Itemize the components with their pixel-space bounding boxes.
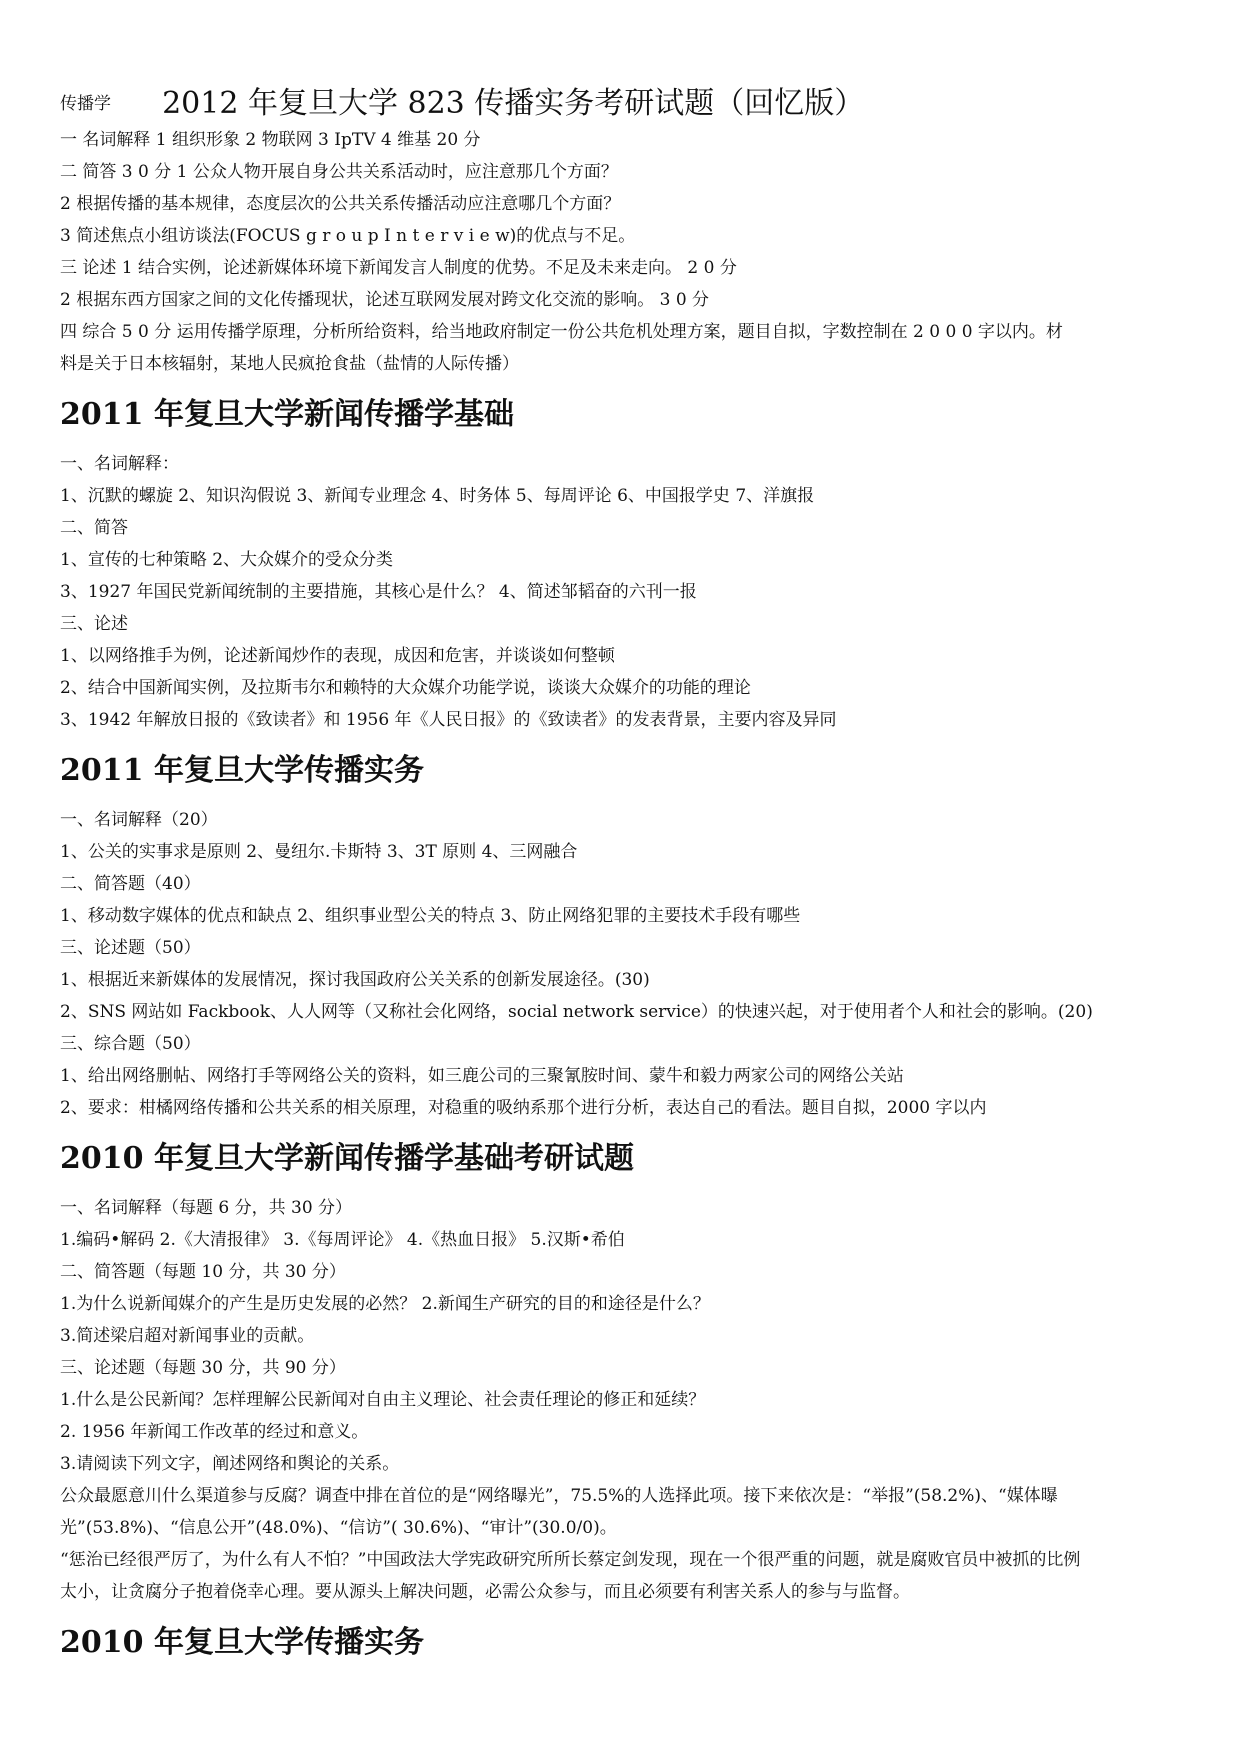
text-line: 三、论述: [60, 614, 128, 634]
text-line: 三 论述 1 结合实例，论述新媒体环境下新闻发言人制度的优势。不足及未来走向。 2 0 分: [60, 258, 737, 278]
section-heading: 2011 年复旦大学传播实务: [60, 753, 424, 788]
text-line: 3 简述焦点小组访谈法(FOCUS g r o u p I n t e r v i e w)的优点与不足。: [60, 226, 636, 246]
text-line: 四 综合 5 0 分 运用传播学原理，分析所给资料，给当地政府制定一份公共危机处理方案，题目自拟，字数控制在 2 0 0 0 字以内。材: [60, 322, 1063, 342]
text-line: 一、名词解释：: [60, 454, 179, 474]
text-line: 三、论述题（每题 30 分，共 90 分）: [60, 1358, 346, 1378]
text-line: 1.为什么说新闻媒介的产生是历史发展的必然？ 2.新闻生产研究的目的和途径是什么？: [60, 1294, 710, 1314]
doc-tag: 传播学: [60, 94, 111, 114]
text-line: 1.编码•解码 2.《大清报律》 3.《每周评论》 4.《热血日报》 5.汉斯•希伯: [60, 1230, 625, 1250]
text-line: 2 根据传播的基本规律，态度层次的公共关系传播活动应注意哪几个方面？: [60, 194, 621, 214]
text-line: 1.什么是公民新闻？怎样理解公民新闻对自由主义理论、社会责任理论的修正和延续？: [60, 1390, 706, 1410]
text-line: 1、公关的实事求是原则 2、曼纽尔.卡斯特 3、3T 原则 4、三网融合: [60, 842, 578, 862]
text-line: 3、1942 年解放日报的《致读者》和 1956 年《人民日报》的《致读者》的发表背景，主要内容及异同: [60, 710, 837, 730]
text-line: 公众最愿意川什么渠道参与反腐？调查中排在首位的是“网络曝光”，75.5%的人选择此项。接下来依次是：“举报”(58.2%)、“媒体曝: [60, 1486, 1058, 1506]
text-line: 三、论述题（50）: [60, 938, 201, 958]
text-line: 1、沉默的螺旋 2、知识沟假说 3、新闻专业理念 4、时务体 5、每周评论 6、中国报学史 7、洋旗报: [60, 486, 815, 506]
text-line: 3.简述梁启超对新闻事业的贡献。: [60, 1326, 315, 1346]
text-line: 2、要求：柑橘网络传播和公共关系的相关原理，对稳重的吸纳系那个进行分析，表达自己的看法。题目自拟，2000 字以内: [60, 1098, 987, 1118]
text-line: 二 简答 3 0 分 1 公众人物开展自身公共关系活动时，应注意那几个方面？: [60, 162, 618, 182]
text-line: 一、名词解释（每题 6 分，共 30 分）: [60, 1198, 353, 1218]
text-line: 太小，让贪腐分子抱着侥幸心理。要从源头上解决问题，必需公众参与，而且必须要有利害关系人的参与与监督。: [60, 1582, 910, 1602]
text-line: 二、简答题（40）: [60, 874, 201, 894]
text-line: 2 根据东西方国家之间的文化传播现状，论述互联网发展对跨文化交流的影响。 3 0 分: [60, 290, 710, 310]
text-line: 1、给出网络删帖、网络打手等网络公关的资料，如三鹿公司的三聚氰胺时间、蒙牛和毅力两家公司的网络公关站: [60, 1066, 904, 1086]
section-heading: 2010 年复旦大学传播实务: [60, 1625, 424, 1660]
text-line: 3、1927 年国民党新闻统制的主要措施，其核心是什么？ 4、简述邹韬奋的六刊一报: [60, 582, 697, 602]
text-line: 1、根据近来新媒体的发展情况，探讨我国政府公关关系的创新发展途径。(30): [60, 970, 650, 990]
text-line: “惩治已经很严厉了，为什么有人不怕？”中国政法大学宪政研究所所长蔡定剑发现，现在一个很严重的问题，就是腐败官员中被抓的比例: [60, 1550, 1081, 1570]
section-heading: 2010 年复旦大学新闻传播学基础考研试题: [60, 1141, 634, 1176]
text-line: 1、宣传的七种策略 2、大众媒介的受众分类: [60, 550, 394, 570]
text-line: 光”(53.8%)、“信息公开”(48.0%)、“信访”( 30.6%)、“审计”(30.0/0)。: [60, 1518, 617, 1538]
text-line: 一、名词解释（20）: [60, 810, 218, 830]
text-line: 二、简答: [60, 518, 128, 538]
text-line: 二、简答题（每题 10 分，共 30 分）: [60, 1262, 346, 1282]
text-line: 2、结合中国新闻实例，及拉斯韦尔和赖特的大众媒介功能学说，谈谈大众媒介的功能的理论: [60, 678, 751, 698]
text-line: 料是关于日本核辐射，某地人民疯抢食盐（盐情的人际传播）: [60, 354, 519, 374]
doc-title-line: [60, 78, 864, 122]
text-line: 3.请阅读下列文字，阐述网络和舆论的关系。: [60, 1454, 400, 1474]
text-line: 一 名词解释 1 组织形象 2 物联网 3 IpTV 4 维基 20 分: [60, 130, 481, 150]
text-line: 1、移动数字媒体的优点和缺点 2、组织事业型公关的特点 3、防止网络犯罪的主要技术手段有哪些: [60, 906, 801, 926]
text-line: 2. 1956 年新闻工作改革的经过和意义。: [60, 1422, 369, 1442]
text-line: 1、以网络推手为例，论述新闻炒作的表现，成因和危害，并谈谈如何整顿: [60, 646, 615, 666]
text-line: 2、SNS 网站如 Fackbook、人人网等（又称社会化网络，social network service）的快速兴起，对于使用者个人和社会的影响。(20): [60, 1002, 1093, 1022]
text-line: 三、综合题（50）: [60, 1034, 201, 1054]
section-heading: 2011 年复旦大学新闻传播学基础: [60, 397, 514, 432]
doc-title: 2012 年复旦大学 823 传播实务考研试题（回忆版）: [162, 86, 865, 121]
